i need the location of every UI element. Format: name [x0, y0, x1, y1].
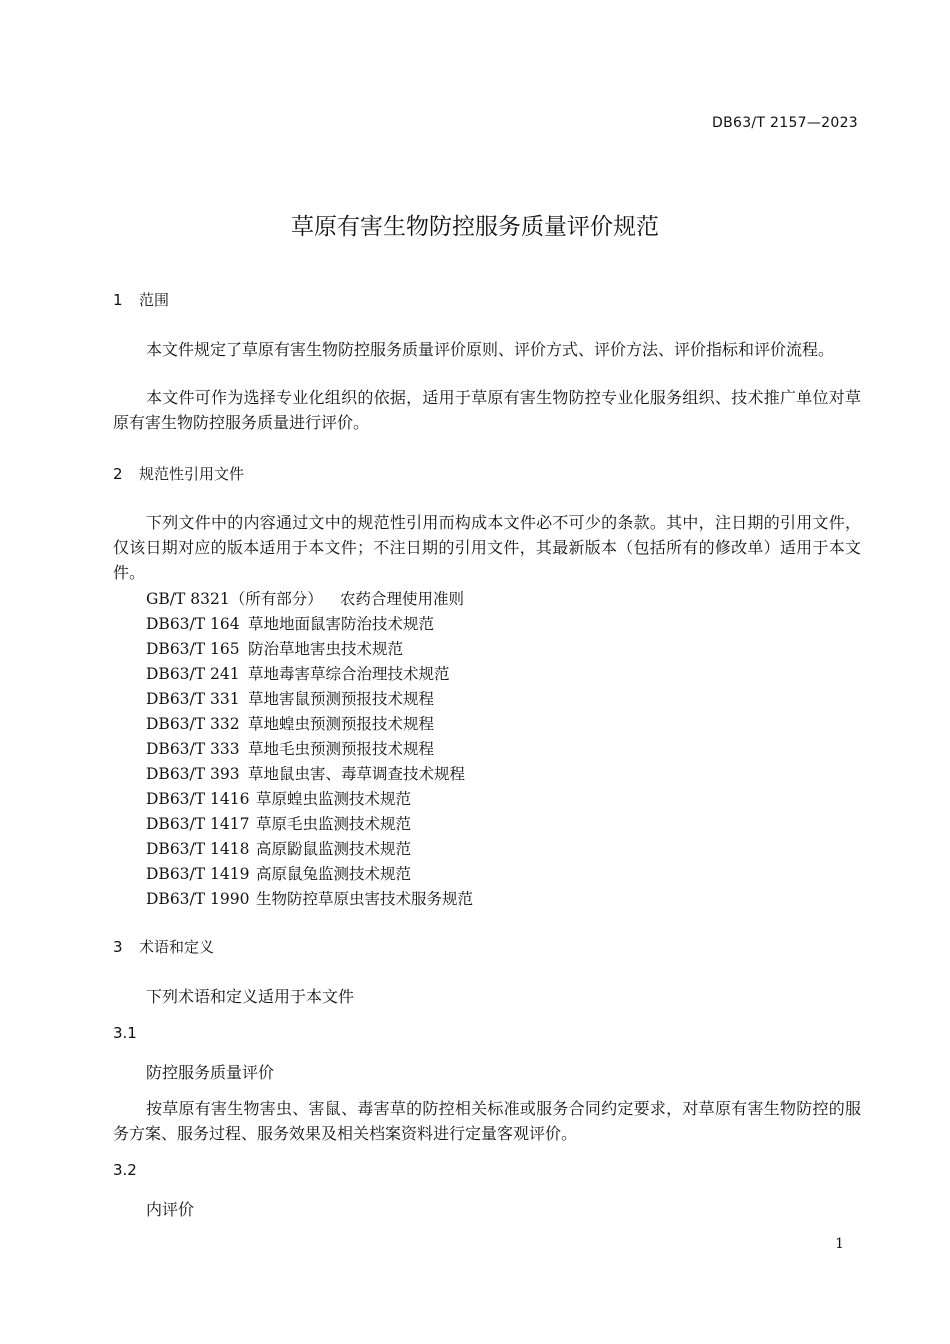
reference-title: 草地蝗虫预测预报技术规程 [248, 715, 435, 733]
reference-item [146, 637, 403, 659]
paragraph-text: 下列文件中的内容通过文中的规范性引用而构成本文件必不可少的条款。其中，注日期的引用文件，仅该日期对应的版本适用于本文件；不注日期的引用文件，其最新版本（包括所有的修改单）适用于本文件。 [113, 513, 861, 582]
paragraph-text: 下列术语和定义适用于本文件 [146, 987, 355, 1006]
reference-item [146, 662, 450, 684]
standard-number: DB63/T 2157—2023 [712, 115, 858, 131]
clause-number: 3.1 [113, 1024, 137, 1042]
section-number: 1 [113, 291, 123, 309]
paragraph-text: 本文件规定了草原有害生物防控服务质量评价原则、评价方式、评价方法、评价指标和评价流程。 [146, 340, 835, 359]
reference-code: DB63/T 1418 [146, 840, 250, 858]
reference-item [146, 837, 411, 859]
paragraph-text: 本文件可作为选择专业化组织的依据，适用于草原有害生物防控专业化服务组织、技术推广单位对草原有害生物防控服务质量进行评价。 [113, 388, 861, 432]
terms-intro-paragraph [113, 984, 861, 1009]
reference-code: DB63/T 331 [146, 690, 240, 708]
term-title: 防控服务质量评价 [146, 1063, 275, 1082]
paragraph-text: 按草原有害生物害虫、害鼠、毒害草的防控相关标准或服务合同约定要求，对草原有害生物防控的服务方案、服务过程、服务效果及相关档案资料进行定量客观评价。 [113, 1099, 861, 1143]
reference-item [146, 787, 411, 809]
reference-code: DB63/T 165 [146, 640, 240, 658]
section-title: 规范性引用文件 [139, 465, 245, 483]
section-title: 术语和定义 [139, 938, 215, 956]
reference-item [146, 587, 464, 609]
references-intro-paragraph [113, 510, 861, 585]
reference-item [146, 862, 411, 884]
section-title: 范围 [139, 291, 170, 309]
reference-code: DB63/T 164 [146, 615, 240, 633]
clause-number: 3.2 [113, 1161, 137, 1179]
section-number: 3 [113, 938, 123, 956]
reference-title: 生物防控草原虫害技术服务规范 [256, 890, 474, 908]
reference-item [146, 737, 434, 759]
reference-title: 农药合理使用准则 [340, 590, 465, 608]
reference-title: 草地毒害草综合治理技术规范 [248, 665, 450, 683]
section-heading-scope [113, 289, 169, 310]
reference-item [146, 687, 434, 709]
reference-title: 草原蝗虫监测技术规范 [256, 790, 412, 808]
reference-code: DB63/T 1416 [146, 790, 250, 808]
reference-code: DB63/T 332 [146, 715, 240, 733]
reference-title: 草地地面鼠害防治技术规范 [248, 615, 435, 633]
reference-item [146, 612, 434, 634]
reference-title: 防治草地害虫技术规范 [248, 640, 404, 658]
term-title: 内评价 [146, 1200, 195, 1219]
reference-item [146, 812, 411, 834]
section-heading-terms [113, 936, 214, 957]
term-definition [113, 1096, 861, 1146]
reference-title: 草地害鼠预测预报技术规程 [248, 690, 435, 708]
reference-code: DB63/T 333 [146, 740, 240, 758]
reference-item [146, 712, 434, 734]
reference-code: DB63/T 1419 [146, 865, 250, 883]
reference-code: GB/T 8321（所有部分） [146, 590, 323, 608]
reference-item [146, 762, 465, 784]
scope-paragraph-1 [113, 337, 861, 362]
reference-code: DB63/T 1990 [146, 890, 250, 908]
page-number: 1 [835, 1236, 844, 1252]
reference-item [146, 887, 473, 909]
document-title: 草原有害生物防控服务质量评价规范 [291, 214, 659, 240]
scope-paragraph-2 [113, 385, 861, 435]
reference-title: 草原毛虫监测技术规范 [256, 815, 412, 833]
reference-code: DB63/T 241 [146, 665, 240, 683]
reference-title: 高原鼢鼠监测技术规范 [256, 840, 412, 858]
section-number: 2 [113, 465, 123, 483]
section-heading-normative-references [113, 463, 244, 484]
reference-title: 草地毛虫预测预报技术规程 [248, 740, 435, 758]
reference-code: DB63/T 1417 [146, 815, 250, 833]
reference-title: 草地鼠虫害、毒草调查技术规程 [248, 765, 466, 783]
reference-title: 高原鼠兔监测技术规范 [256, 865, 412, 883]
reference-code: DB63/T 393 [146, 765, 240, 783]
